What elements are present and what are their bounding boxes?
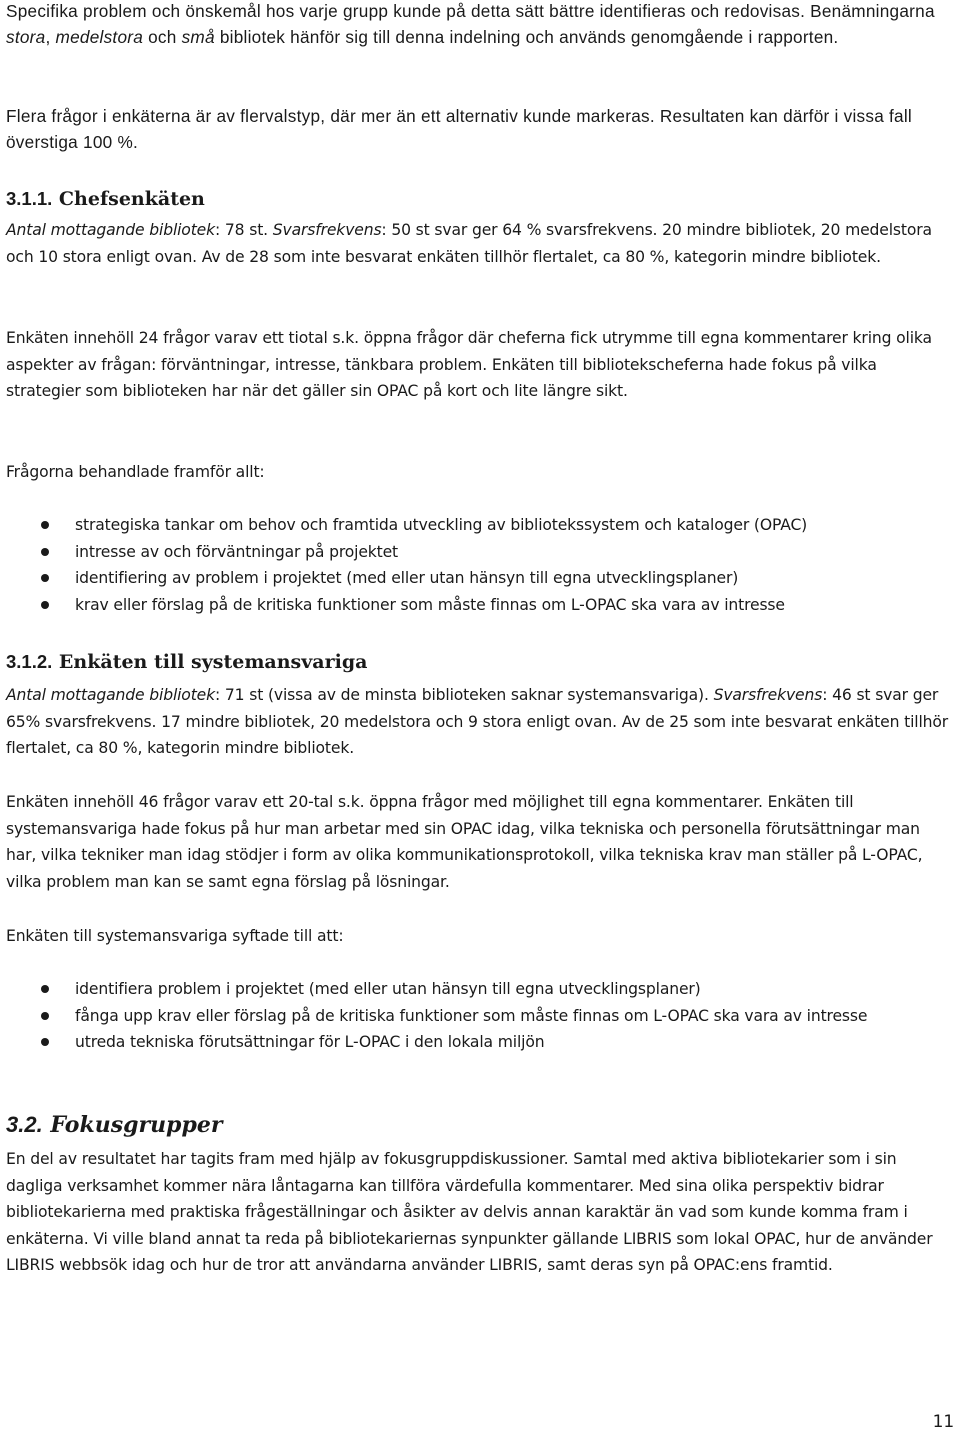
term-sma: små (181, 27, 215, 47)
label-svarsfrekvens: Svarsfrekvens (713, 686, 823, 704)
section-title: Fokusgrupper (50, 1112, 223, 1138)
text-run: : 71 st (vissa av de minsta biblioteken saknar systemansvariga). (214, 686, 714, 704)
section-3-1-1-paragraph-1 (6, 217, 954, 270)
text-run: : 46 st svar ger 65% svarsfrekvens. 17 mindre bibliotek, 20 medelstora och 9 stora enligt ovan. Av de 25 som inte besvarat enkäten tillhör flertalet, ca 80 %, kategorin mindre bibliotek. (6, 686, 949, 758)
intro-paragraph-1 (6, 0, 954, 50)
list-item: identifiera problem i projektet (med eller utan hänsyn till egna utvecklingsplaner) (6, 976, 954, 1003)
section-3-2-paragraph-1: En del av resultatet har tagits fram med hjälp av fokusgruppdiskussioner. Samtal med aktiva bibliotekarier som i sin dagliga verksamhet kommer nära låntagarna kan tillföra värdefulla kommentarer. Med sina olika perspektiv bidrar bibliotekarierna med praktiska frågeställningar och åsikter av delvis annan karaktär än vad som kunde komma fram i enkäterna. Vi ville bland annat ta reda på bibliotekariernas synpunkter gällande LIBRIS som lokal OPAC, hur de använder LIBRIS webbsök idag och hur de tror att användarna använder LIBRIS, samt deras syn på OPAC:ens framtid. (6, 1150, 933, 1275)
section-3-1-1-bullet-list (6, 512, 954, 618)
section-title: Chefsenkäten (58, 188, 205, 210)
list-item: fånga upp krav eller förslag på de kritiska funktioner som måste finnas om L-OPAC ska vara av intresse (6, 1003, 954, 1030)
list-item: utreda tekniska förutsättningar för L-OPAC i den lokala miljön (6, 1029, 954, 1056)
section-3-1-2-paragraph-3: Enkäten till systemansvariga syftade till att: (6, 927, 344, 945)
list-item: intresse av och förväntningar på projektet (6, 539, 954, 566)
section-number: 3.1.1. (6, 188, 53, 209)
text-run: , (45, 27, 56, 47)
section-heading-3-1-1 (6, 186, 954, 212)
list-item: krav eller förslag på de kritiska funktioner som måste finnas om L-OPAC ska vara av intresse (6, 592, 954, 619)
label-antal-mottagande: Antal mottagande bibliotek (6, 221, 215, 239)
section-3-1-1-paragraph-2: Enkäten innehöll 24 frågor varav ett tiotal s.k. öppna frågor där cheferna fick utrymme till egna kommentarer kring olika aspekter av frågan: förväntningar, intresse, tänkbara problem. Enkäten till bibliotekscheferna hade fokus på vilka strategier som biblioteken har när det gäller sin OPAC på kort och lite längre sikt. (6, 329, 932, 401)
section-3-1-2-paragraph-2: Enkäten innehöll 46 frågor varav ett 20-tal s.k. öppna frågor med möjlighet till egna kommentarer. Enkäten till systemansvariga hade fokus på hur man arbetar med sin OPAC idag, vilka tekniska och personella förutsättningar man har, vilka tekniker man idag stödjer i form av olika kommunikationsprotokoll, vilka tekniska krav man ställer på L-OPAC, vilka problem man kan se samt egna förslag på lösningar. (6, 793, 923, 891)
label-svarsfrekvens: Svarsfrekvens (272, 221, 382, 239)
term-stora: stora (6, 27, 46, 47)
list-item: strategiska tankar om behov och framtida utveckling av bibliotekssystem och kataloger (OPAC) (6, 512, 954, 539)
text-run: : 50 st svar ger 64 % svarsfrekvens. 20 mindre bibliotek, 20 medelstora och 10 stora enligt ovan. Av de 28 som inte besvarat enkäten tillhör flertalet, ca 80 %, kategorin mindre bibliotek. (6, 221, 932, 266)
label-antal-mottagande: Antal mottagande bibliotek (6, 686, 215, 704)
text-run: Specifika problem och önskemål hos varje grupp kunde på detta sätt bättre identifieras och redovisas. Benämningarna (6, 1, 935, 21)
section-heading-3-2 (6, 1110, 954, 1140)
term-medelstora: medelstora (55, 27, 144, 47)
list-item: identifiering av problem i projektet (med eller utan hänsyn till egna utvecklingsplaner) (6, 565, 954, 592)
page-number: 11 (932, 1412, 954, 1432)
text-run: : 78 st. (214, 221, 273, 239)
text-run: och (143, 27, 182, 47)
section-title: Enkäten till systemansvariga (58, 651, 368, 673)
section-3-1-2-paragraph-1 (6, 682, 954, 762)
section-number: 3.1.2. (6, 651, 53, 672)
section-3-1-1-paragraph-3: Frågorna behandlade framför allt: (6, 463, 265, 481)
section-3-1-2-bullet-list (6, 976, 954, 1056)
section-heading-3-1-2 (6, 649, 954, 675)
text-run: bibliotek hänför sig till denna indelning och används genomgående i rapporten. (214, 27, 839, 47)
intro-paragraph-2: Flera frågor i enkäterna är av flervalstyp, där mer än ett alternativ kunde markeras. Resultaten kan därför i vissa fall överstiga 100 %. (6, 106, 913, 152)
section-number: 3.2. (6, 1112, 43, 1137)
